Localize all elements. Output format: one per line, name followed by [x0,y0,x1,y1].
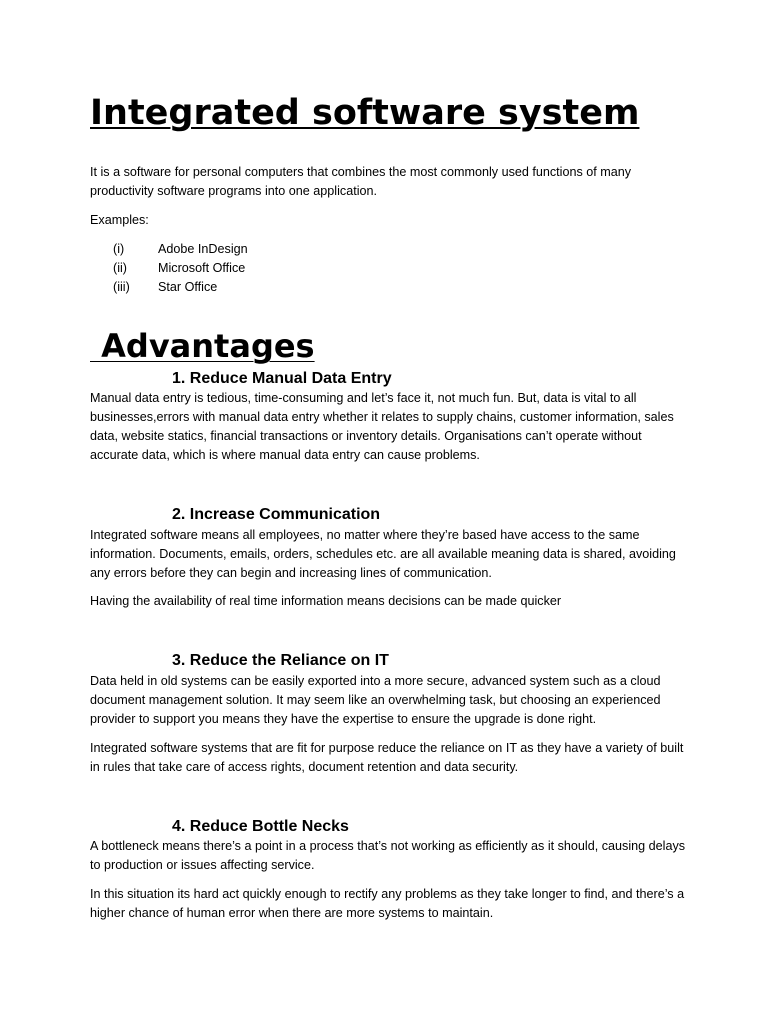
list-item [90,278,248,297]
list-item-text: Microsoft Office [158,261,246,275]
list-item-number: (iii) [113,280,130,294]
section-heading: 2. Increase Communication [172,506,381,523]
examples-list [90,240,248,297]
section-heading: 4. Reduce Bottle Necks [172,818,349,835]
list-item-number: (i) [113,242,125,256]
section-paragraph: Integrated software means all employees, no matter where they’re based have access to the same information. Documents, emails, orders, schedules etc. are all available meaning data is shared, avoiding any errors before they can begin and increasing lines of communication. [90,528,676,580]
document-title: Integrated software system [90,93,640,133]
section-heading: 1. Reduce Manual Data Entry [172,370,392,387]
advantages-heading: Advantages [90,327,315,365]
list-item-number: (ii) [113,261,127,275]
examples-label: Examples: [90,213,149,227]
list-item-text: Adobe InDesign [158,242,248,256]
list-item [90,240,248,259]
section-paragraph: Manual data entry is tedious, time-consuming and let’s face it, not much fun. But, data is vital to all businesses,errors with manual data entry whether it relates to supply chains, customer information, sales data, website statics, financial transactions or inventory details. Organisations can’t operate without accurate data, which is where manual data entry can cause problems. [90,391,674,462]
list-item [90,259,248,278]
section-paragraph: A bottleneck means there’s a point in a process that’s not working as efficiently as it should, causing delays to production or issues affecting service. [90,839,686,872]
section-paragraph: Integrated software systems that are fit for purpose reduce the reliance on IT as they have a variety of built in rules that take care of access rights, document retention and data security. [90,741,684,774]
section-heading: 3. Reduce the Reliance on IT [172,652,389,669]
list-item-text: Star Office [158,280,218,294]
section-paragraph: In this situation its hard act quickly enough to rectify any problems as they take longer to find, and there’s a higher chance of human error when there are more systems to maintain. [90,887,685,920]
section-paragraph: Data held in old systems can be easily exported into a more secure, advanced system such as a cloud document management solution. It may seem like an overwhelming task, but choosing an experienced provider to support you means they have the expertise to ensure the upgrade is done right. [90,674,661,726]
section-paragraph: Having the availability of real time information means decisions can be made quicker [90,594,562,608]
intro-paragraph: It is a software for personal computers that combines the most commonly used functions of many productivity software programs into one application. [90,165,632,198]
